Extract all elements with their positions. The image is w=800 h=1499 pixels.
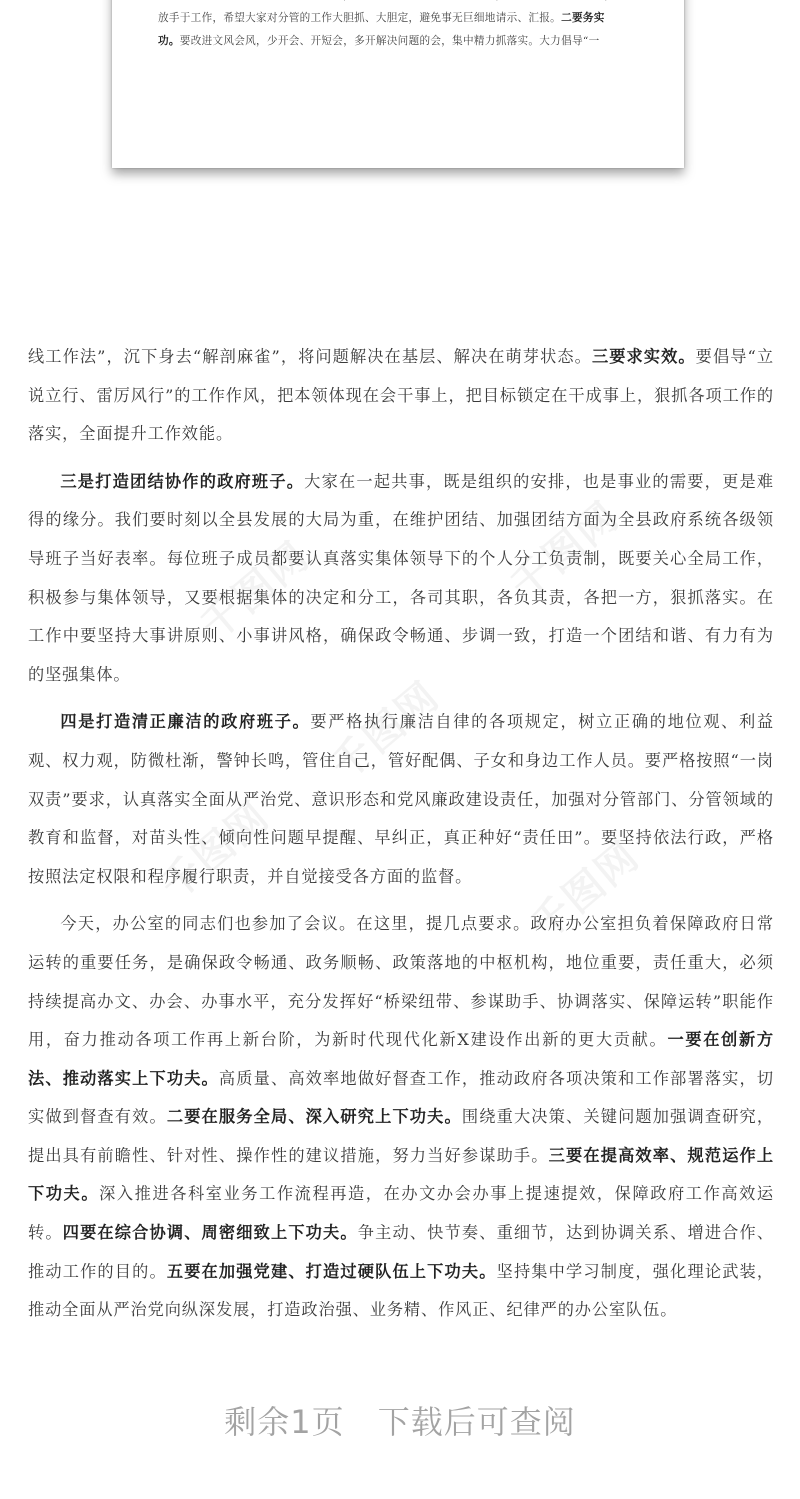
- preview-line-1: [158, 0, 644, 7]
- watermark-logo: 千图网: [322, 673, 449, 790]
- preview-line-3: [158, 30, 644, 53]
- paragraph-text: 线工作法”，沉下身去“解剖麻雀”，将问题解决在基层、解决在萌芽状态。: [28, 347, 592, 366]
- preview-line-2-bold: 二要务实: [561, 12, 605, 24]
- paragraph-text: 围绕重大决策、关键问题加强调查研究，提出具有前瞻性、针对性、操作性的建议措施，努力当好参谋助手。: [28, 1107, 774, 1165]
- paragraph-heading: 四是打造清正廉洁的政府班子。: [60, 712, 311, 732]
- document-body: [28, 338, 774, 1339]
- paragraph-text: 坚持集中学习制度，强化理论武装，推动全面从严治党向纵深发展，打造政治强、业务精、作风正、纪律严的办公室队伍。: [28, 1261, 774, 1320]
- paragraph-text: 今天，办公室的同志们也参加了会议。在这里，提几点要求。政府办公室担负着保障政府日常运转的重要任务，是确保政令畅通、政务顺畅、政策落地的中枢机构，地位重要，责任重大，必须持续提高办文、办会、办事水平，充分发挥好“桥梁纽带、参谋助手、协调落实、保障运转”职能作用，奋力推动各项工作再上新台阶，为新时代现代化新X建设作出新的更大贡献。: [28, 914, 774, 1050]
- paragraph-unity: [28, 463, 774, 695]
- paragraph-integrity: [28, 703, 774, 896]
- preview-line-3-text: 要改进文风会风，少开会、开短会，多开解决问题的会，集中精力抓落实。大力倡导“一: [179, 35, 600, 47]
- paragraph-text: 深入推进各科室业务工作流程再造，在办文办会办事上提速提效，保障政府工作高效运转。: [28, 1184, 774, 1243]
- paragraph-text: 要倡导“立说立行、雷厉风行”的工作作风，把本领体现在会干事上，把目标锁定在干成事上，狠抓各项工作的落实，全面提升工作效能。: [28, 347, 774, 444]
- paragraph-text: 高质量、高效率地做好督查工作，推动政府各项决策和工作部署落实，切实做到督查有效。: [28, 1068, 774, 1127]
- watermark-logo: 千图网: [502, 493, 629, 610]
- paragraph-heading: 三要在提高效率、规范运作上下功夫。: [28, 1145, 775, 1204]
- remaining-pages-count[interactable]: 剩余1页: [224, 1403, 345, 1441]
- preview-line-3-bold: 功。: [158, 35, 180, 47]
- remaining-pages-prompt[interactable]: [0, 1397, 800, 1443]
- preview-line-2-text: 放手于工作，希望大家对分管的工作大胆抓、大胆定，避免事无巨细地请示、汇报。: [158, 12, 562, 24]
- download-to-view-link[interactable]: 下载后可查阅: [377, 1403, 576, 1441]
- page-preview-card: [112, 0, 684, 168]
- paragraph-heading: 四要在综合协调、周密细致上下功夫。: [62, 1223, 358, 1243]
- preview-line-2: [158, 7, 644, 30]
- paragraph-heading: 三是打造团结协作的政府班子。: [60, 471, 305, 491]
- paragraph-text: 要严格执行廉洁自律的各项规定，树立正确的地位观、利益观、权力观，防微杜渐，警钟长鸣，管住自己，管好配偶、子女和身边工作人员。要严格按照“一岗双责”要求，认真落实全面从严治党、意识形态和党风廉政建设责任，加强对分管部门、分管领域的教育和监督，对苗头性、倾向性问题早提醒、早纠正，真正种好“责任田”。要坚持依法行政，严格按照法定权限和程序履行职责，并自觉接受各方面的监督。: [28, 712, 774, 886]
- paragraph-continuation: [28, 338, 774, 454]
- paragraph-heading: 一要在创新方法、推动落实上下功夫。: [28, 1030, 775, 1088]
- paragraph-heading: 五要在加强党建、打造过硬队伍上下功夫。: [166, 1261, 497, 1281]
- watermark-logo: 千图网: [522, 833, 649, 950]
- paragraph-text: 争主动、快节奏、重细节，达到协调关系、增进合作、推动工作的目的。: [28, 1223, 774, 1281]
- watermark-logo: 千图网: [152, 793, 279, 910]
- paragraph-heading: 二要在服务全局、深入研究上下功夫。: [166, 1107, 462, 1127]
- page-preview-text: [158, 0, 644, 53]
- watermark-logo: 千图网: [192, 533, 319, 650]
- paragraph-text: 大家在一起共事，既是组织的安排，也是事业的需要，更是难得的缘分。我们要时刻以全县发展的大局为重，在维护团结、加强团结方面为全县政府系统各级领导班子当好表率。每位班子成员都要认真落实集体领导下的个人分工负责制，既要关心全局工作，积极参与集体领导，又要根据集体的决定和分工，各司其职，各负其责，各把一方，狠抓落实。在工作中要坚持大事讲原则、小事讲风格，确保政令畅通、步调一致，打造一个团结和谐、有力有为的坚强集体。: [28, 471, 774, 684]
- paragraph-heading: 三要求实效。: [591, 347, 696, 366]
- paragraph-office-requirements: [28, 905, 774, 1330]
